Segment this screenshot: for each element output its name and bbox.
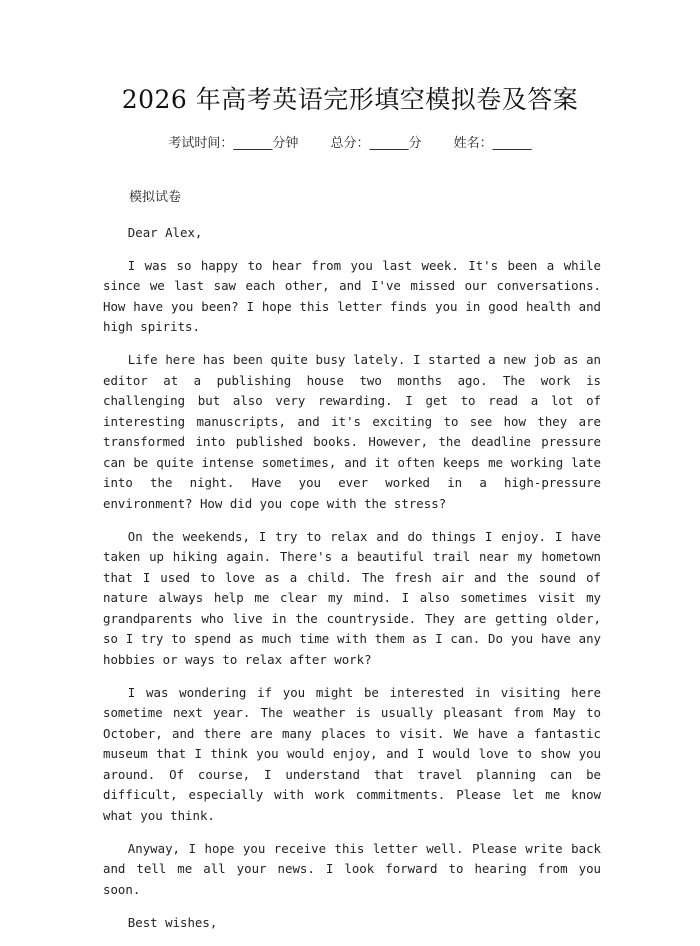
- student-name: 姓名：______: [453, 136, 532, 151]
- letter-paragraph: On the weekends, I try to relax and do things I enjoy. I have taken up hiking again. There's a beautiful trail near my hometown that I used to love as a child. The fresh air and the sound of nature always help me clear my mind. I also sometimes visit my grandparents who live in the countryside. They are getting older, so I try to spend as much time with them as I can. Do you have any hobbies or ways to relax after work?: [103, 528, 601, 667]
- exam-score: 总分：______分: [330, 136, 422, 151]
- page-title: 2026 年高考英语完形填空模拟卷及答案: [121, 85, 579, 114]
- exam-time: 考试时间：______分钟: [168, 136, 299, 151]
- letter-closing: Best wishes,: [127, 914, 218, 930]
- letter-paragraph: I was so happy to hear from you last week. It's been a while since we last saw each other, and I've missed our conversations. How have you been? I hope this letter finds you in good health and high spirits.: [103, 257, 601, 334]
- letter-salutation: Dear Alex,: [127, 224, 203, 240]
- letter-paragraph: Life here has been quite busy lately. I started a new job as an editor at a publishing house two months ago. The work is challenging but also very rewarding. I get to read a lot of interesting manuscripts, and it's exciting to see how they are transformed into published books. However, the deadline pressure can be quite intense sometimes, and it often keeps me working late into the night. Have you ever worked in a high-pressure environment? How did you cope with the stress?: [103, 352, 601, 511]
- letter-paragraph: Anyway, I hope you receive this letter well. Please write back and tell me all your news. I look forward to hearing from you soon.: [103, 840, 601, 897]
- letter-paragraph: I was wondering if you might be interested in visiting here sometime next year. The weather is usually pleasant from May to October, and there are many places to visit. We have a fantastic museum that I think you would enjoy, and I would love to show you around. Of course, I understand that travel planning can be difficult, especially with work commitments. Please let me know what you think.: [103, 684, 601, 823]
- exam-meta: [0, 132, 700, 151]
- document-body: [103, 188, 601, 946]
- section-heading: 模拟试卷: [129, 190, 182, 205]
